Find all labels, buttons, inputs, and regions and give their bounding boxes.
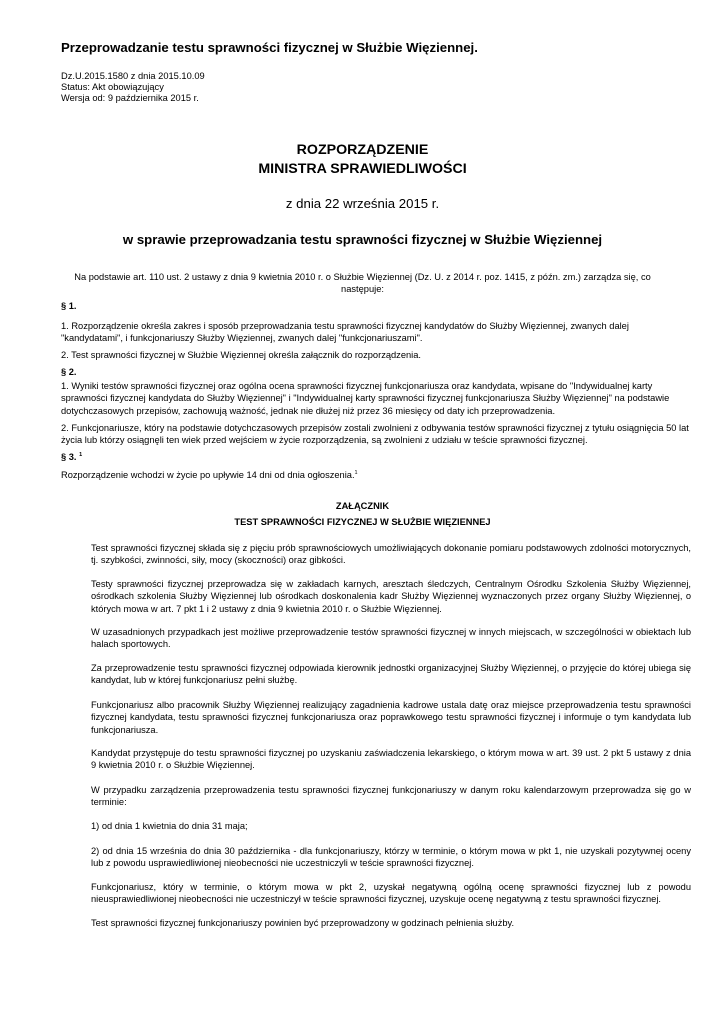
section-2-paragraph-1: 1. Wyniki testów sprawności fizycznej oraz ogólna ocena sprawności fizycznej funkcjonariusza oraz kandydata, wpisane do "Indywidualnej karty sprawności fizycznej kandydata do Służby Więziennej" i "Indywidualnej karty sprawności fizycznej funkcjonariusza Służby Więziennej" na podstawie dotychczasowych przepisów, zachowują ważność, jednak nie dłużej niż przez 36 miesięcy od daty ich przeprowadzenia. (61, 381, 670, 416)
section-3-paragraph (61, 469, 693, 481)
act-subject: w sprawie przeprowadzania testu sprawności fizycznej w Służbie Więziennej (122, 232, 603, 247)
document-title: Przeprowadzanie testu sprawności fizycznej w Służbie Więziennej. (61, 40, 478, 55)
annex-paragraph-3: W uzasadnionych przypadkach jest możliwe przeprowadzenie testów sprawności fizycznej w innych miejscach, w szczególności w obiektach lub halach sportowych. (91, 627, 691, 650)
section-3-text: Rozporządzenie wchodzi w życie po upływie 14 dni od dnia ogłoszenia. (61, 470, 355, 480)
section-1-mark: § 1. (61, 301, 77, 311)
section-1-paragraph-1: 1. Rozporządzenie określa zakres i sposób przeprowadzania testu sprawności fizycznej kandydatów do Służby Więziennej, zwanych dalej "kandydatami", i funkcjonariuszy Służby Więziennej, zwanych dalej "funkcjonariuszami". (61, 321, 629, 344)
annex-paragraph-9: Test sprawności fizycznej funkcjonariuszy powinien być przeprowadzony w godzinach pełnienia służby. (91, 918, 515, 928)
act-type-heading (0, 141, 725, 179)
section-1-paragraph-2: 2. Test sprawności fizycznej w Służbie Więziennej określa załącznik do rozporządzenia. (61, 350, 421, 360)
section-3-text-footnote-ref[interactable]: 1 (354, 469, 358, 476)
section-3-footnote-ref[interactable]: 1 (79, 451, 83, 458)
annex-paragraph-8: Funkcjonariusz, który w terminie, o którym mowa w pkt 2, uzyskał negatywną ogólną ocenę sprawności fizycznej lub z powodu nieusprawiedliwionej nieobecności nie uczestniczył w teście sprawności fizycznej, uzyskuje ocenę negatywną z testu sprawności fizycznej. (91, 882, 691, 905)
annex-paragraph-5: Funkcjonariusz albo pracownik Służby Więziennej realizujący zagadnienia kadrowe ustala datę oraz miejsce przeprowadzenia testu sprawności fizycznej kandydata, testu sprawności fizycznej funkcjonariusza oraz poprawkowego testu sprawności fizycznej i informuje o tym kandydata lub funkcjonariusza. (91, 700, 691, 735)
annex-title: TEST SPRAWNOŚCI FIZYCZNEJ W SŁUŻBIE WIĘZIENNEJ (234, 517, 491, 527)
section-3-mark: § 3. (61, 452, 77, 462)
section-2-paragraph-2: 2. Funkcjonariusze, który na podstawie dotychczasowych przepisów zostali zwolnieni z odbywania testów sprawności fizycznej z tytułu osiągnięcia 50 lat życia lub którzy osiągnęli ten wiek przed wejściem w życie rozporządzenia, są zwolnieni z udziału w teście sprawności fizycznej. (61, 423, 689, 446)
annex-paragraph-4: Za przeprowadzenie testu sprawności fizycznej odpowiada kierownik jednostki organizacyjnej Służby Więziennej, o przyjęcie do której ubiega się kandydat, lub w której funkcjonariusz pełni służbę. (91, 663, 691, 686)
journal-reference: Dz.U.2015.1580 z dnia 2015.10.09 (61, 71, 205, 81)
annex-paragraph-6: Kandydat przystępuje do testu sprawności fizycznej po uzyskaniu zaświadczenia lekarskiego, o którym mowa w art. 39 ust. 2 pkt 5 ustawy z dnia 9 kwietnia 2010 r. o Służbie Więziennej. (91, 748, 691, 771)
annex-paragraph-2: Testy sprawności fizycznej przeprowadza się w zakładach karnych, aresztach śledczych, Centralnym Ośrodku Szkolenia Służby Więziennej, ośrodkach szkolenia Służby Więziennej lub ośrodkach doskonalenia kadr Służby Więziennej wyznaczonych przez organy Służby Więziennej, o których mowa w art. 7 pkt 1 i 2 ustawy z dnia 9 kwietnia 2010 r. o Służbie Więziennej. (91, 579, 691, 614)
annex-list-item-2: 2) od dnia 15 września do dnia 30 października - dla funkcjonariuszy, którzy w terminie, o którym mowa w pkt 1, nie uzyskali pozytywnej oceny lub z powodu usprawiedliwionej nieobecności nie uczestniczyli w teście sprawności fizycznej. (91, 846, 691, 869)
version-line: Wersja od: 9 października 2015 r. (61, 93, 199, 103)
section-2-mark: § 2. (61, 367, 77, 377)
preamble: Na podstawie art. 110 ust. 2 ustawy z dnia 9 kwietnia 2010 r. o Służbie Więziennej (Dz. U. z 2014 r. poz. 1415, z późn. zm.) zarządza się, co następuje: (74, 272, 651, 295)
section-3-heading (61, 451, 82, 463)
status-line: Status: Akt obowiązujący (61, 82, 164, 92)
document-metadata (61, 71, 205, 104)
act-date: z dnia 22 września 2015 r. (285, 196, 440, 211)
annex-list-item-1: 1) od dnia 1 kwietnia do dnia 31 maja; (91, 821, 248, 831)
annex-paragraph-7: W przypadku zarządzenia przeprowadzenia testu sprawności fizycznej funkcjonariuszy w danym roku kalendarzowym przeprowadza się go w terminie: (91, 785, 691, 808)
act-type-line-1: ROZPORZĄDZENIE (296, 142, 429, 158)
annex-label: ZAŁĄCZNIK (335, 501, 390, 511)
act-type-line-2: MINISTRA SPRAWIEDLIWOŚCI (258, 161, 467, 177)
annex-paragraph-1: Test sprawności fizycznej składa się z pięciu prób sprawnościowych umożliwiających dokonanie pomiaru podstawowych zdolności motorycznych, tj. szybkości, zwinności, siły, mocy (skoczności) oraz gibkości. (91, 543, 691, 566)
